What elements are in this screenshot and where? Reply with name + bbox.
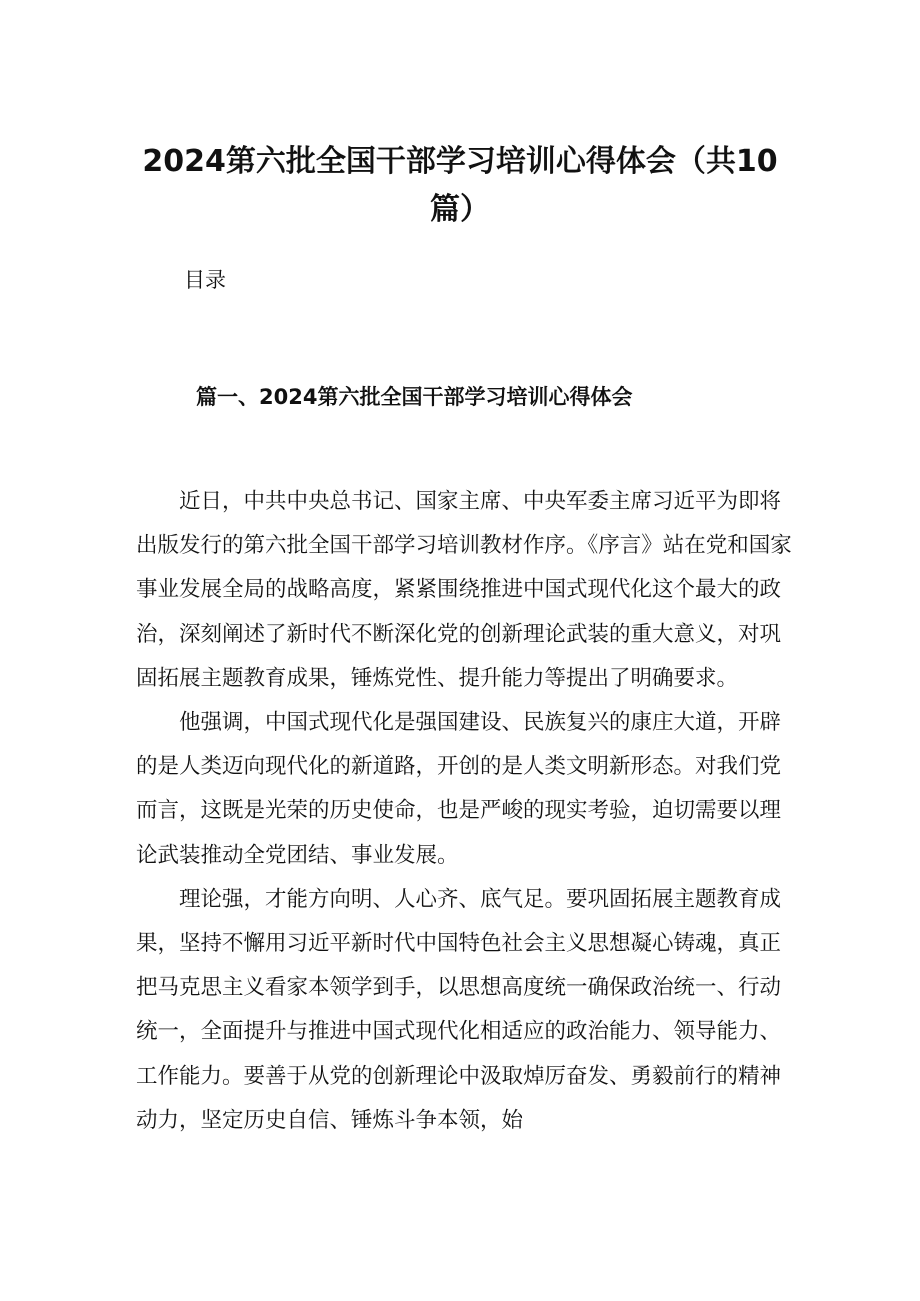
body-text: [136, 480, 796, 1143]
section-heading: 篇一、2024第六批全国干部学习培训心得体会: [196, 385, 633, 409]
paragraph-1: 近日，中共中央总书记、国家主席、中央军委主席习近平为即将出版发行的第六批全国干部学习培训教材作序。《序言》站在党和国家事业发展全局的战略高度，紧紧围绕推进中国式现代化这个最大的政治，深刻阐述了新时代不断深化党的创新理论武装的重大意义，对巩固拓展主题教育成果，锤炼党性、提升能力等提出了明确要求。: [136, 489, 792, 691]
document-title: 2024第六批全国干部学习培训心得体会（共10篇）: [142, 144, 778, 227]
toc-label: 目录: [184, 268, 226, 292]
paragraph-3: 理论强，才能方向明、人心齐、底气足。要巩固拓展主题教育成果，坚持不懈用习近平新时代中国特色社会主义思想凝心铸魂，真正把马克思主义看家本领学到手，以思想高度统一确保政治统一、行动统一，全面提升与推进中国式现代化相适应的政治能力、领导能力、工作能力。要善于从党的创新理论中汲取焯厉奋发、勇毅前行的精神动力，坚定历史自信、锤炼斗争本领，始: [136, 886, 782, 1133]
paragraph-2: 他强调，中国式现代化是强国建设、民族复兴的康庄大道，开辟的是人类迈向现代化的新道路，开创的是人类文明新形态。对我们党而言，这既是光荣的历史使命，也是严峻的现实考验，迫切需要以理论武装推动全党团结、事业发展。: [136, 710, 782, 868]
